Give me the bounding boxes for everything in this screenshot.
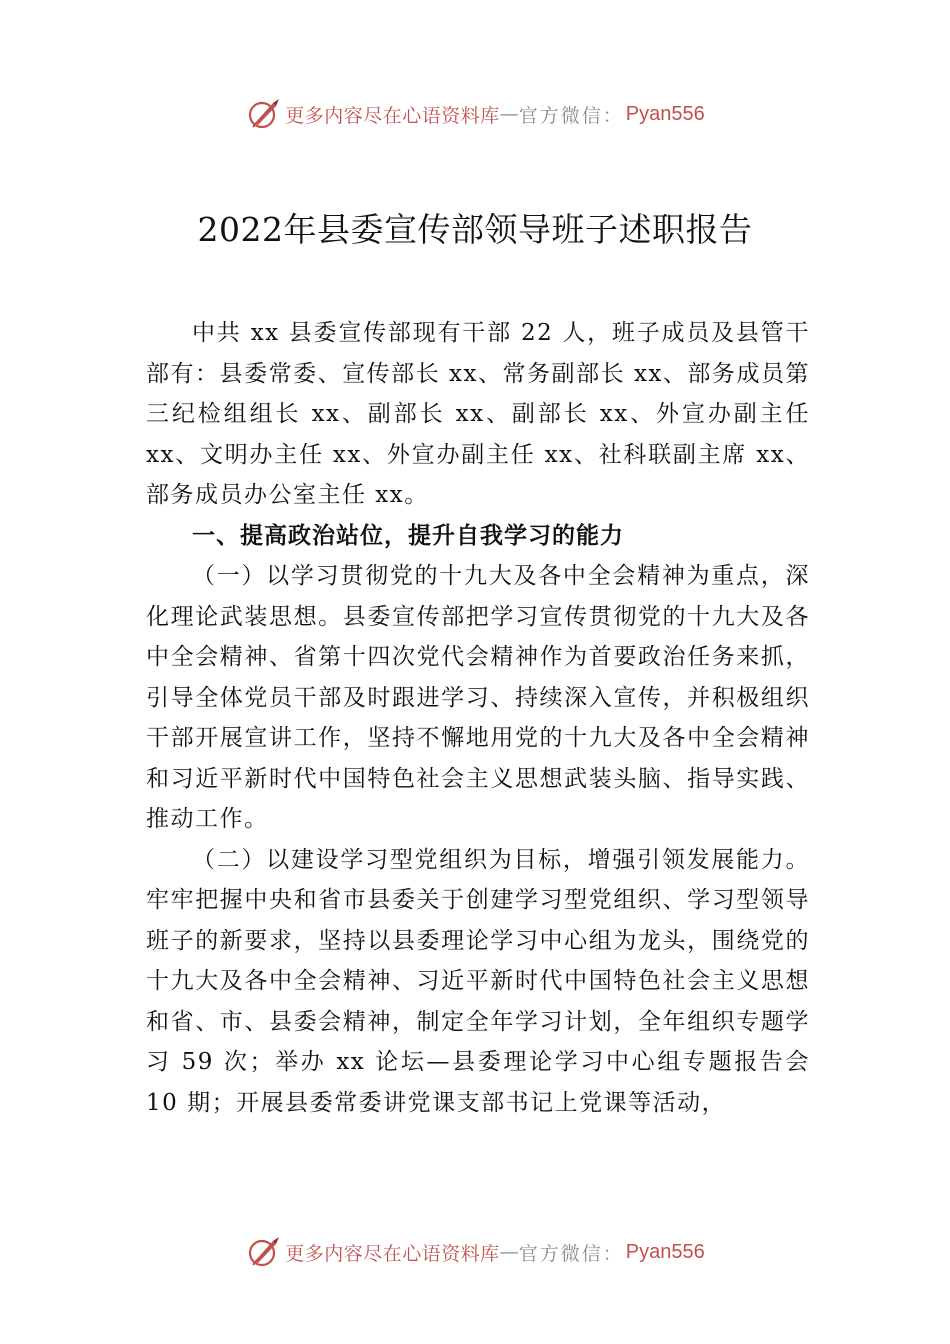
header-watermark [0, 94, 950, 134]
document-title: 2022年县委宣传部领导班子述职报告 [197, 210, 753, 249]
intro-paragraph: 中共 xx 县委宣传部现有干部 22 人，班子成员及县管干部有：县委常委、宣传部长 xx、常务副部长 xx、部务成员第三纪检组组长 xx、副部长 xx、副部长 xx、外宣办副主任 xx、文明办主任 xx、外宣办副主任 xx、社科联副主席 xx、部务成员办公室主任 xx。 [146, 320, 810, 508]
body-paragraph: （二）以建设学习型党组织为目标，增强引领发展能力。牢牢把握中央和省市县委关于创建学习型党组织、学习型领导班子的新要求，坚持以县委理论学习中心组为龙头，围绕党的十九大及各中全会精神、习近平新时代中国特色社会主义思想和省、市、县委会精神，制定全年学习计划，全年组织专题学习 59 次；举办 xx 论坛—县委理论学习中心组专题报告会 10 期；开展县委常委讲党课支部书记上党课等活动， [146, 846, 810, 1116]
watermark-dash: — [499, 1241, 519, 1263]
footer-watermark [0, 1232, 950, 1272]
document-body [146, 313, 810, 1123]
section-heading: 一、提高政治站位，提升自我学习的能力 [192, 522, 624, 549]
watermark-dash: — [499, 103, 519, 125]
watermark-wechat-label: 官方微信： [518, 1242, 624, 1265]
watermark-wechat-label: 官方微信： [518, 104, 624, 127]
watermark-main-text: 更多内容尽在心语资料库 [285, 104, 500, 127]
quill-pen-logo-icon [245, 1235, 283, 1269]
watermark-wechat-id: Pyan556 [625, 102, 705, 125]
watermark-main-text: 更多内容尽在心语资料库 [285, 1242, 500, 1265]
body-paragraph: （一）以学习贯彻党的十九大及各中全会精神为重点，深化理论武装思想。县委宣传部把学习宣传贯彻党的十九大及各中全会精神、省第十四次党代会精神作为首要政治任务来抓，引导全体党员干部及时跟进学习、持续深入宣传，并积极组织干部开展宣讲工作，坚持不懈地用党的十九大及各中全会精神和习近平新时代中国特色社会主义思想武装头脑、指导实践、推动工作。 [146, 563, 810, 832]
watermark-wechat-id: Pyan556 [625, 1240, 705, 1263]
quill-pen-logo-icon [245, 97, 283, 131]
